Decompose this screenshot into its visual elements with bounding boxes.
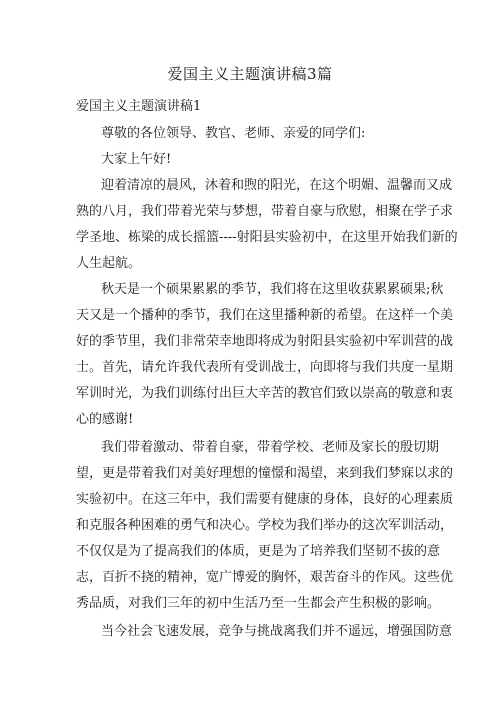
- paragraph-line: 望，更是带着我们对美好理想的憧憬和渴望，来到我们梦寐以求的: [76, 466, 454, 481]
- paragraph-line: 我们带着激动、带着自豪，带着学校、老师及家长的殷切期: [101, 440, 440, 455]
- paragraph-line: 和克服各种困难的勇气和决心。学校为我们举办的这次军训活动，: [76, 518, 454, 533]
- paragraph-line: 秋天是一个硕果累累的季节，我们将在这里收获累累硕果;秋: [101, 282, 444, 297]
- paragraph-line: 心的感谢!: [76, 412, 134, 427]
- paragraph-line: 不仅仅是为了提高我们的体质，更是为了培养我们坚韧不拔的意: [76, 544, 441, 559]
- greeting-line: 大家上午好!: [101, 152, 172, 167]
- paragraph-line: 军训时光，为我们训练付出巨大辛苦的教官们致以崇高的敬意和衷: [76, 386, 454, 401]
- paragraph-line: 熟的八月，我们带着光荣与梦想，带着自豪与欣慰，相聚在学子求: [76, 204, 454, 219]
- paragraph-line: 实验初中。在这三年中，我们需要有健康的身体，良好的心理素质: [76, 492, 454, 507]
- paragraph-line: 当今社会飞速发展，竞争与挑战离我们并不遥远，增强国防意: [101, 624, 453, 639]
- paragraph-line: 士。首先，请允许我代表所有受训战士，向即将与我们共度一星期: [76, 360, 454, 375]
- paragraph-line: 学圣地、栋梁的成长摇篮----射阳县实验初中，在这里开始我们新的: [76, 230, 458, 245]
- document-title: 爱国主义主题演讲稿3篇: [167, 65, 333, 83]
- section-heading: 爱国主义主题演讲稿1: [76, 99, 202, 114]
- paragraph-line: 天又是一个播种的季节，我们在这里播种新的希望。在这样一个美: [76, 308, 454, 323]
- paragraph-line: 秀品质，对我们三年的初中生活乃至一生都会产生积极的影响。: [76, 596, 441, 611]
- paragraph-line: 好的季节里，我们非常荣幸地即将成为射阳县实验初中军训营的战: [76, 334, 454, 349]
- paragraph-line: 迎着清凉的晨风，沐着和煦的阳光，在这个明媚、温馨而又成: [101, 178, 453, 193]
- paragraph-line: 志，百折不挠的精神，宽广博爱的胸怀，艰苦奋斗的作风。这些优: [76, 570, 454, 585]
- salutation-line: 尊敬的各位领导、教官、老师、亲爱的同学们:: [101, 126, 366, 141]
- paragraph-line: 人生起航。: [76, 256, 142, 271]
